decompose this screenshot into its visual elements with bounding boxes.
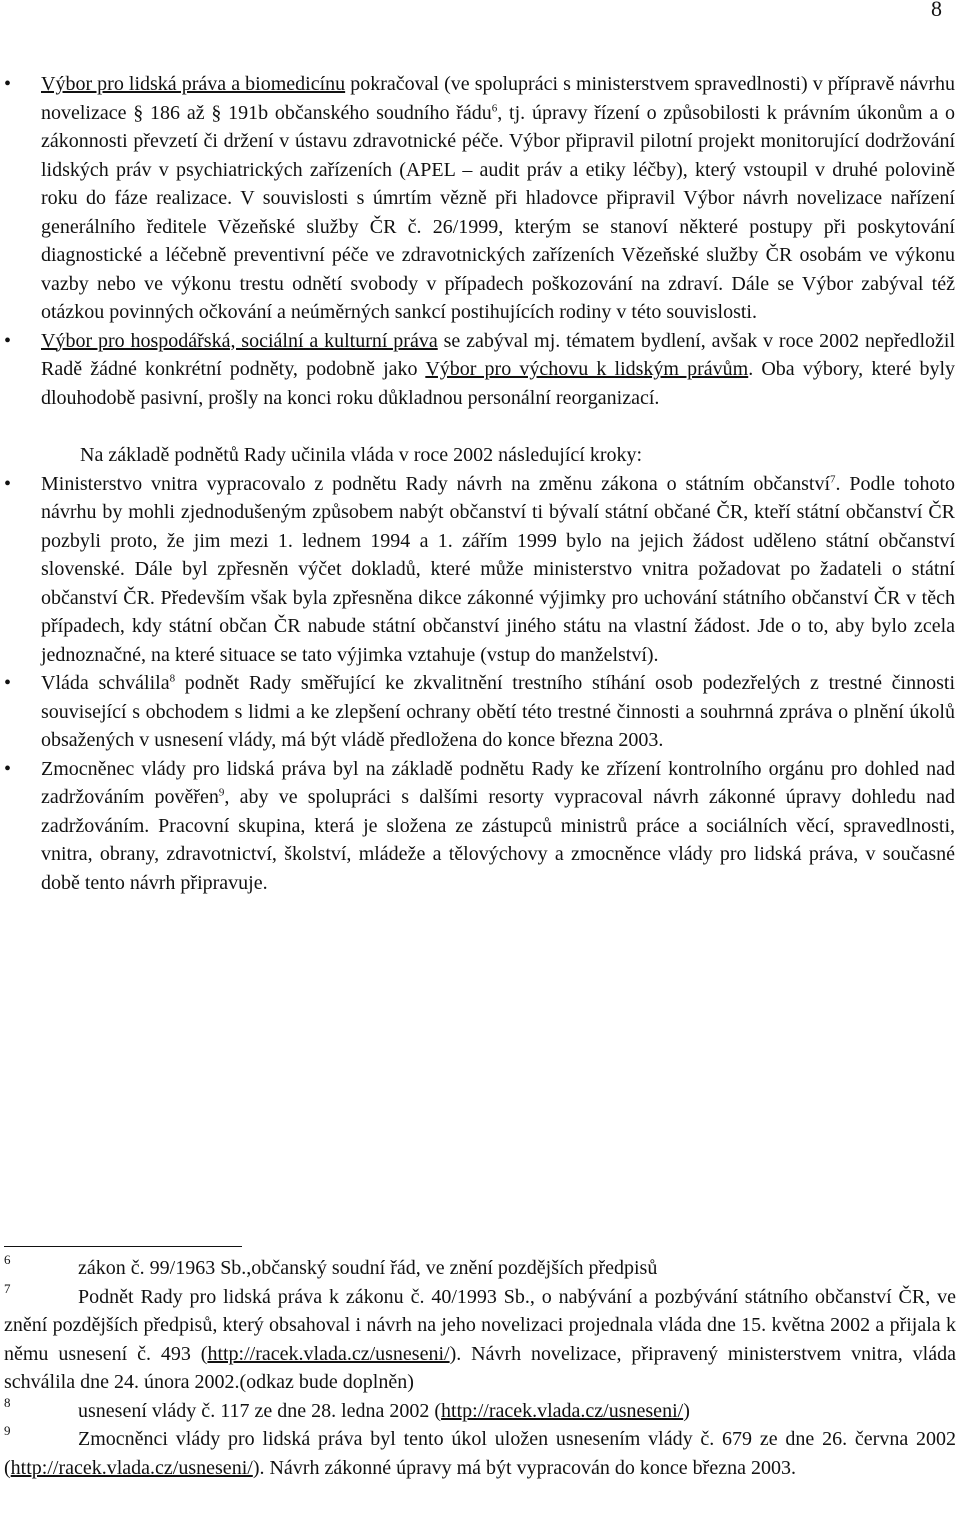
bullet-list-government-steps — [0, 470, 955, 898]
footnote-ref[interactable]: 7 — [830, 472, 836, 485]
footnote: 7 Podnět Rady pro lidská práva k zákonu č. 40/1993 Sb., o nabývání a pozbývání státního občanství ČR, ve znění pozdějších předpisů, který obsahoval i návrh na jeho novelizaci projednala vláda dne 15. května 2002 a přijala k němu usnesení č. 493 (http://racek.vlada.cz/usneseni/). Návrh novelizace, připravený ministerstvem vnitra, vláda schválila dne 24. února 2002.(odkaz bude doplněn) — [4, 1283, 956, 1397]
committee-link-economic-rights[interactable]: Výbor pro hospodářská, sociální a kulturní práva — [41, 329, 438, 352]
list-item: • Výbor pro hospodářská, sociální a kulturní práva se zabýval mj. tématem bydlení, avšak v roce 2002 nepředložil Radě žádné konkrétní podněty, podobně jako Výbor pro výchovu k lidským právům. Oba výbory, které byly dlouhodobě pasivní, prošly na konci roku důkladnou personální reorganizací. — [0, 327, 955, 413]
footnote-ref[interactable]: 9 — [218, 786, 225, 799]
committee-link-biomedicine[interactable]: Výbor pro lidská práva a biomedicínu — [41, 73, 346, 95]
footnote-number: 9 — [4, 1423, 11, 1438]
main-content — [0, 70, 955, 897]
footnote-separator — [4, 1246, 242, 1247]
footnotes — [4, 1254, 956, 1482]
footnote-number: 6 — [4, 1252, 11, 1267]
footnote-ref[interactable]: 6 — [491, 101, 498, 114]
url-link[interactable]: http://racek.vlada.cz/usneseni/ — [441, 1399, 684, 1422]
committee-link-education[interactable]: Výbor pro výchovu k lidským právům — [425, 358, 749, 380]
list-item: • Vláda schválila$^8$ podnět Rady směřující ke zkvalitnění trestního stíhání osob podezřelých z trestné činnosti související s obchodem s lidmi a ke zlepšení ochrany obětí této trestné činnosti a souhrnná zpráva o plnění úkolů obsažených v usnesení vlády, má být vládě předložena do konce března 2003. — [0, 669, 955, 755]
footnote-number: 7 — [4, 1280, 11, 1296]
list-item: • Zmocněnec vlády pro lidská práva byl na základě podnětu Rady ke zřízení kontrolního orgánu pro dohled nad zadržováním pověřen$^9$, aby ve spolupráci s dalšími resorty vypracoval návrh zákonné úpravy dohledu nad zadržováním. Pracovní skupina, která je složena ze zástupců ministrů práce a sociálních věcí, spravedlnosti, vnitra, obrany, zdravotnictví, školství, mládeže a tělovýchovy a zmocněnce vlády pro lidská práva, v současné době tento návrh připravuje. — [0, 755, 955, 898]
footnote-ref[interactable]: 8 — [169, 672, 176, 685]
list-item: • Ministerstvo vnitra vypracovalo z podnětu Rady návrh na změnu zákona o státním občanství$^7$. Podle tohoto návrhu by mohli zjednodušeným způsobem nabýt občanství ti bývalí státní občané ČR, kteří státní občanství ČR pozbyli proto, že jim mezi 1. lednem 1994 a 1. zářím 1999 bylo na jejich žádost uděleno státní občanství slovenské. Dále byl zpřesněn výčet dokladů, které může ministerstvo vnitra požadovat po žadateli o státní občanství ČR. Především však byla zpřesněna dikce zákonné výjimky pro uchování státního občanství ČR v těch případech, kdy státní občan ČR nabude státní občanství jiného státu na vlastní žádost. Jde o to, aby bylo zcela jednoznačné, na které situace se tato výjimka vztahuje (vstup do manželství). — [0, 470, 955, 670]
bullet-list-committees — [0, 70, 955, 412]
url-link[interactable]: http://racek.vlada.cz/usneseni/ — [207, 1342, 450, 1365]
list-item: • Výbor pro lidská práva a biomedicínu pokračoval (ve spolupráci s ministerstvem spravedlnosti) v přípravě návrhu novelizace § 186 až § 191b občanského soudního řádu$^6$, tj. úpravy řízení o způsobilosti k právním úkonům a o zákonnosti převzetí či držení v ústavu zdravotnické péče. Výbor připravil pilotní projekt monitorující dodržování lidských práv v psychiatrických zařízeních (APEL – audit práv a etiky léčby), který vstoupil v druhé polovině roku do fáze realizace. V souvislosti s úmrtím vězně při hladovce připravil Výbor návrh novelizace nařízení generálního ředitele Vězeňské služby ČR č. 26/1999, kterým se stanoví některé postupy při poskytování diagnostické a léčebně preventivní péče ve zdravotnických zařízeních Vězeňské služby ČR osobám ve výkonu vazby nebo ve výkonu trestu odnětí svobody v případech poškozování na zdraví. Dále se Výbor zabýval též otázkou povinných očkování a neúměrných sankcí postihujících rodiny v této souvislosti. — [0, 70, 955, 327]
page-number: 8 — [931, 0, 942, 21]
section-intro: Na základě podnětů Rady učinila vláda v roce 2002 následující kroky: — [80, 444, 643, 466]
url-link[interactable]: http://racek.vlada.cz/usneseni/ — [10, 1456, 253, 1479]
footnote-number: 8 — [4, 1394, 11, 1410]
footnote: 6 zákon č. 99/1963 Sb.,občanský soudní řád, ve znění pozdějších předpisů — [4, 1254, 956, 1283]
footnote: 8 usnesení vlády č. 117 ze dne 28. ledna 2002 (http://racek.vlada.cz/usneseni/) — [4, 1397, 956, 1426]
footnote: 9 Zmocněnci vlády pro lidská práva byl tento úkol uložen usnesením vlády č. 679 ze dne 26. června 2002 (http://racek.vlada.cz/usneseni/). Návrh zákonné úpravy má být vypracován do konce března 2003. — [4, 1425, 956, 1482]
